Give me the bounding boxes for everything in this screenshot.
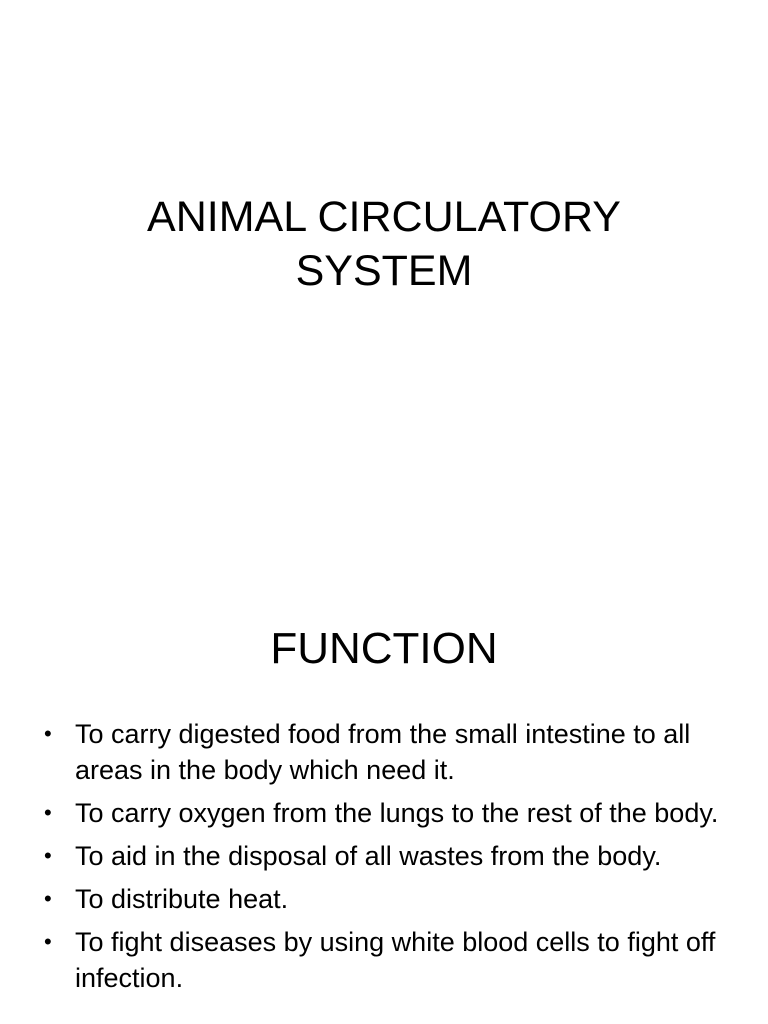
- bullet-item-3: [42, 838, 742, 874]
- slide-title: [0, 190, 768, 298]
- bullet-point-icon: •: [44, 929, 52, 954]
- bullet-point-icon: •: [44, 800, 52, 825]
- bullet-point-icon: •: [44, 843, 52, 868]
- bullet-text: To distribute heat.: [75, 884, 289, 914]
- slide-title-line-1: ANIMAL CIRCULATORY: [147, 193, 621, 241]
- bullet-point-icon: •: [44, 886, 52, 911]
- bullet-text: To aid in the disposal of all wastes from the body.: [75, 841, 662, 871]
- function-bullet-list: [42, 716, 742, 1003]
- bullet-item-4: [42, 881, 742, 917]
- slide-title-line-2: SYSTEM: [295, 247, 473, 295]
- bullet-item-1: [42, 716, 742, 788]
- bullet-text: To carry digested food from the small intestine to all areas in the body which need it.: [75, 719, 691, 785]
- bullet-item-2: [42, 795, 742, 831]
- bullet-point-icon: •: [44, 721, 52, 746]
- bullet-item-5: [42, 924, 742, 996]
- bullet-text: To carry oxygen from the lungs to the rest of the body.: [75, 798, 719, 828]
- section-heading: FUNCTION: [270, 624, 498, 673]
- bullet-text: To fight diseases by using white blood cells to fight off infection.: [75, 927, 716, 993]
